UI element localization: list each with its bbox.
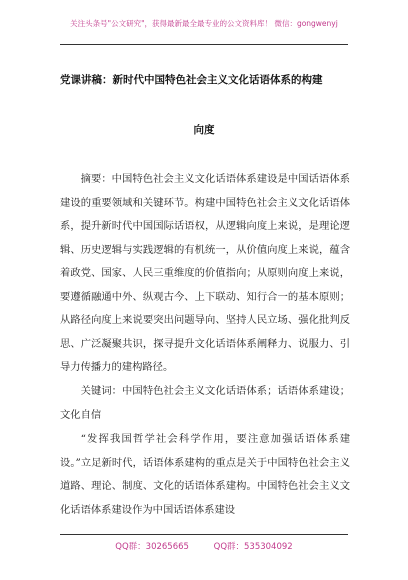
header-divider xyxy=(60,44,348,45)
document-title-line2: 向度 xyxy=(193,124,215,136)
keywords-paragraph: 关键词：中国特色社会主义文化话语体系；话语体系建设；文化自信 xyxy=(60,385,350,421)
abstract-paragraph: 摘要：中国特色社会主义文化话语体系建设是中国话语体系建设的重要领域和关键环节。构建中国特色社会主义文化话语体系，提升新时代中国国际话语权，从逻辑向度上来说，是理论逻辑、历史逻辑与实践逻辑的有机统一，从价值向度上来说，蕴含着政党、国家、人民三重维度的价值指向；从原则向度上来说，要遵循融通中外、纵观古今、上下联动、知行合一的基本原则；从路径向度上来说要突出问题导向、坚持人民立场、强化批判反思、广泛凝聚共识，探寻提升文化话语体系阐释力、说服力、引导力传播力的建构路径。 xyxy=(60,173,350,373)
header-notice: 关注头条号"公文研究"，获得最新最全最专业的公文资料库！ 微信：gongwenyj xyxy=(70,19,338,28)
footer-divider xyxy=(60,534,348,535)
footer-qq-group-2: QQ群：535304092 xyxy=(213,542,293,552)
footer-qq-group-1: QQ群：30265665 xyxy=(115,542,189,552)
document-title-line1: 党课讲稿：新时代中国特色社会主义文化话语体系的构建 xyxy=(60,74,323,86)
footer xyxy=(0,540,408,552)
body-paragraph: “发挥我国哲学社会科学作用，要注意加强话语体系建设。”立足新时代，话语体系建构的重点是关于中国特色社会主义道路、理论、制度、文化的话语体系建构。中国特色社会主义文化话语体系建设作为中国话语体系建设 xyxy=(60,433,350,516)
